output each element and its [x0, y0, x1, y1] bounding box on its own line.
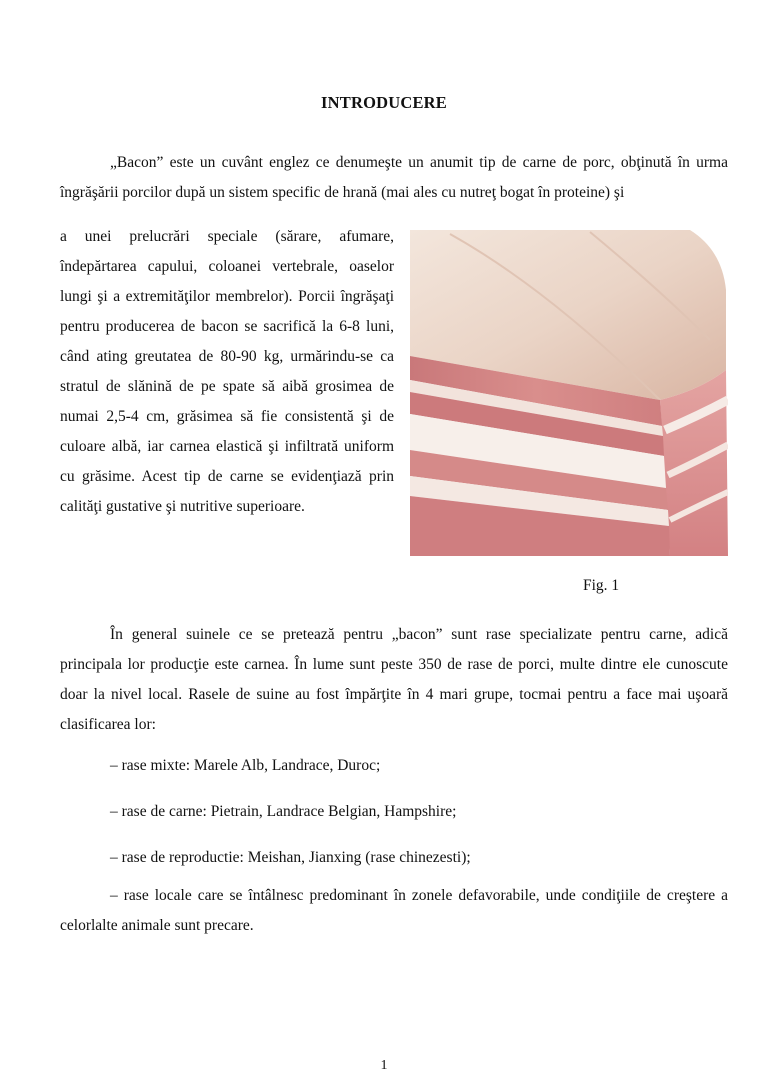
- list-item: – rase mixte: Marele Alb, Landrace, Duroc;: [110, 757, 381, 774]
- paragraph-intro-continued: a unei prelucrări speciale (sărare, afumare, îndepărtarea capului, coloanei vertebrale, oaselor lungi şi a extremităţilor membrelor). Porcii îngrăşaţi pentru producerea de bacon se sacrifică la 6-8 luni, când ating greutatea de 80-90 kg, urmărindu-se ca stratul de slănină de pe spate să aibă grosimea de numai 2,5-4 cm, grăsimea să fie consistentă şi de culoare albă, iar carnea elastică şi infiltrată uniform cu grăsime. Acest tip de carne se evidenţiază prin calităţi gustative şi nutritive superioare.: [60, 228, 394, 515]
- page-number: 1: [380, 1058, 388, 1073]
- paragraph-intro: „Bacon” este un cuvânt englez ce denumeşte un anumit tip de carne de porc, obţinută în urma îngrăşării porcilor după un sistem specific de hrană (mai ales cu nutreţ bogat în proteine) şi: [60, 154, 728, 201]
- page-title: INTRODUCERE: [321, 93, 447, 112]
- bacon-image: [410, 230, 728, 556]
- list-item: – rase locale care se întâlnesc predominant în zonele defavorabile, unde condiţiile de creştere a celorlalte animale sunt precare.: [60, 887, 728, 934]
- paragraph-breeds: În general suinele ce se pretează pentru „bacon” sunt rase specializate pentru carne, adică principala lor producţie este carnea. În lume sunt peste 350 de rase de porci, multe dintre ele cunoscute doar la nivel local. Rasele de suine au fost împărţite în 4 mari grupe, tocmai pentru a face mai uşoară clasificarea lor:: [60, 626, 728, 733]
- list-item: – rase de reproductie: Meishan, Jianxing (rase chinezesti);: [110, 849, 471, 866]
- bacon-figure: [410, 230, 728, 556]
- list-item: – rase de carne: Pietrain, Landrace Belgian, Hampshire;: [110, 803, 457, 820]
- figure-caption: Fig. 1: [583, 577, 620, 594]
